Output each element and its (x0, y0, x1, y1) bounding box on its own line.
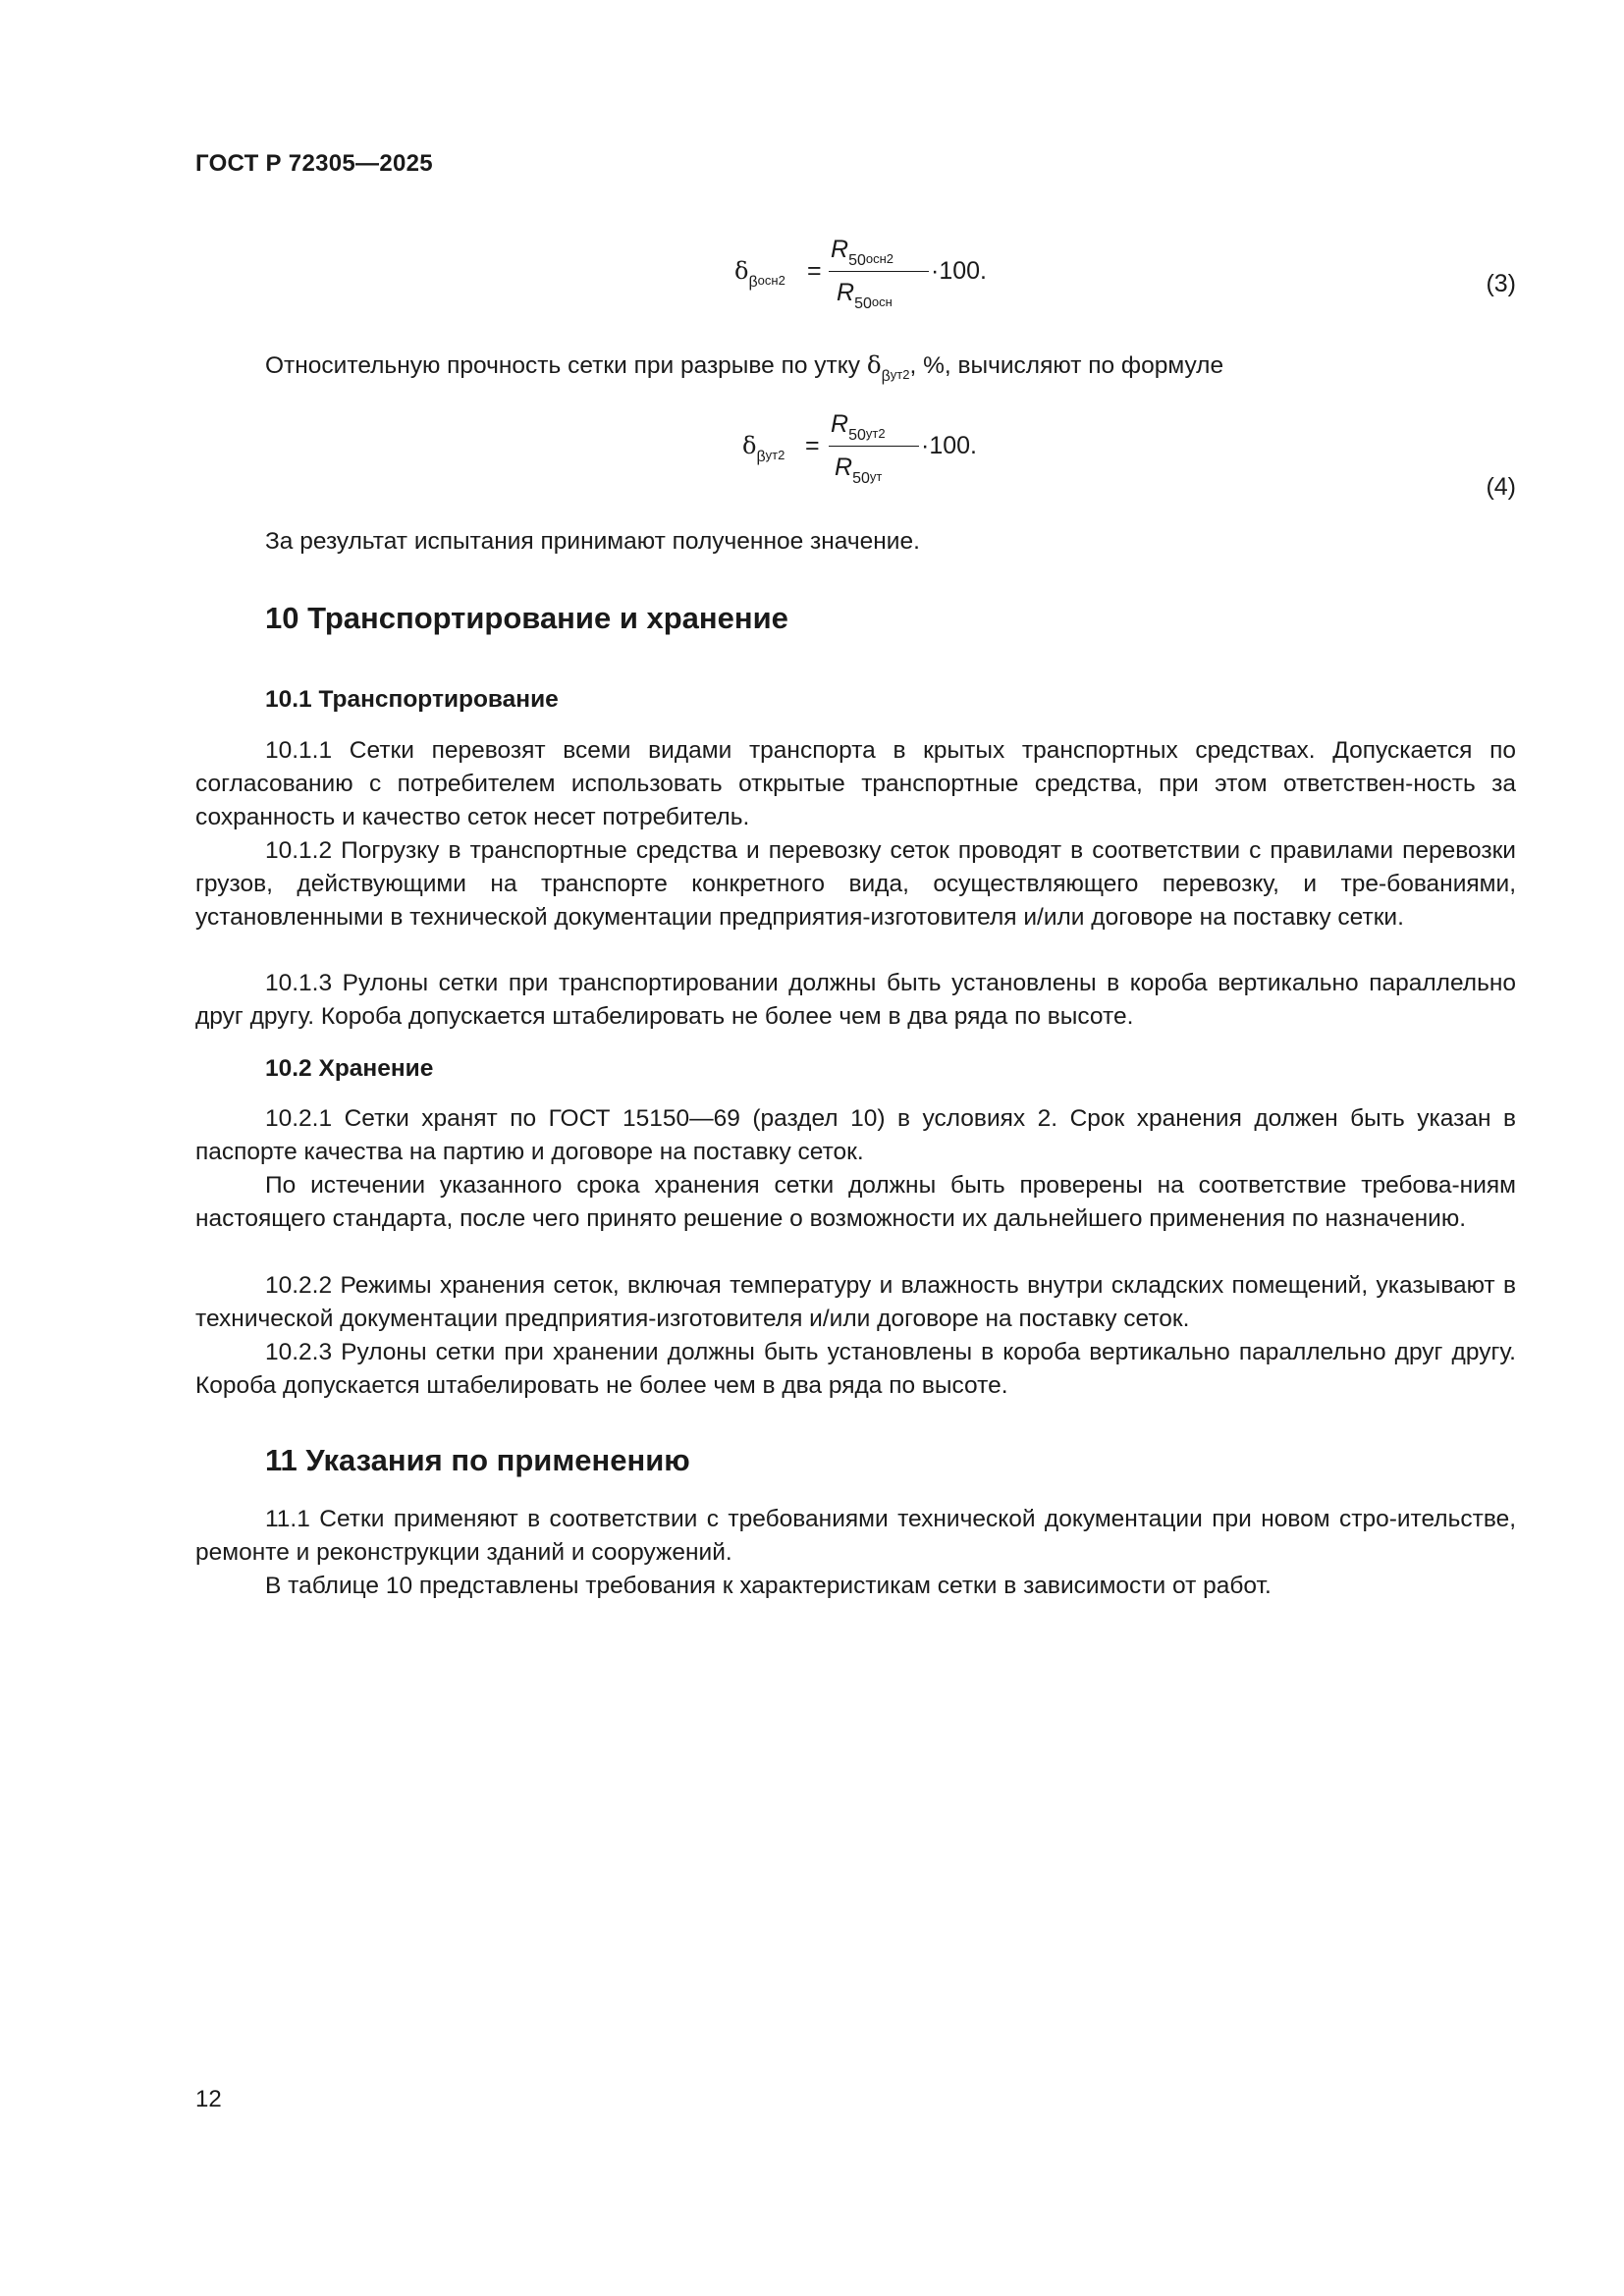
paragraph-10-2-1: 10.2.1 Сетки хранят по ГОСТ 15150—69 (раздел 10) в условиях 2. Срок хранения должен быть указан в паспорте качества на партию и договоре на поставку сеток. (195, 1105, 1516, 1165)
formula-3-fraction-bar (829, 271, 929, 272)
formula-4-fraction-bar (829, 446, 919, 447)
section-10-1-title: 10.1 Транспортирование (265, 686, 559, 713)
paragraph-10-1-1: 10.1.1 Сетки перевозят всеми видами транспорта в крытых транспортных средствах. Допускается по согласованию с потребителем использовать открытые транспортные средства, при этом ответствен-ность за сохранность и качество сеток несет потребитель. (195, 737, 1516, 830)
paragraph-10-2-2: 10.2.2 Режимы хранения сеток, включая температуру и влажность внутри складских помещений, указывают в технической документации предприятия-изготовителя и/или договоре на поставку сеток. (195, 1272, 1516, 1332)
formula-3-numerator: $R_{50осн2}$ (831, 236, 893, 269)
paragraph-10-1-2: 10.1.2 Погрузку в транспортные средства и перевозку сеток проводят в соответствии с правилами перевозки грузов, действующими на транспорте конкретного вида, осуществляющего перевозку, и тре-бованиями, установленными в технической документации предприятия-изготовителя и/или договоре на поставку сетки. (195, 837, 1516, 931)
paragraph-10-2-1b: По истечении указанного срока хранения сетки должны быть проверены на соответствие требова-ниям настоящего стандарта, после чего принято решение о возможности их дальнейшего применения по назначению. (195, 1172, 1516, 1232)
paragraph-11-1: 11.1 Сетки применяют в соответствии с требованиями технической документации при новом стро-ительстве, ремонте и реконструкции зданий и сооружений. (195, 1506, 1516, 1566)
formula-4-number: (4) (1486, 473, 1516, 501)
formula-4-denominator: $R_{50ут}$ (835, 454, 883, 487)
paragraph-before-formula-4: Относительную прочность сетки при разрыве по утку $\delta_{\beta ут2}$, %, вычисляют по формуле (265, 350, 1224, 385)
paragraph-11-1b: В таблице 10 представлены требования к характеристикам сетки в зависимости от работ. (265, 1573, 1272, 1599)
formula-3-lhs: $\delta_{\beta осн2}$ (734, 257, 785, 291)
formula-4 (742, 410, 988, 499)
page-number: 12 (195, 2086, 222, 2112)
formula-4-equals: = (805, 432, 820, 459)
paragraph-10-1-3: 10.1.3 Рулоны сетки при транспортировании должны быть установлены в короба вертикально параллельно друг другу. Короба допускается штабелировать не более чем в два ряда по высоте. (195, 970, 1516, 1030)
formula-3-multiplier: ·100. (931, 257, 987, 285)
formula-4-multiplier: ·100. (921, 432, 977, 459)
section-10-title: 10 Транспортирование и хранение (265, 601, 788, 635)
formula-3-denominator: $R_{50осн}$ (837, 279, 893, 312)
formula-3-number: (3) (1486, 270, 1516, 297)
paragraph-10-2-3: 10.2.3 Рулоны сетки при хранении должны быть установлены в короба вертикально параллельно друг другу. Короба допускается штабелировать не более чем в два ряда по высоте. (195, 1339, 1516, 1399)
formula-4-lhs: $\delta_{\beta ут2}$ (742, 432, 785, 465)
document-header: ГОСТ Р 72305—2025 (195, 150, 433, 177)
section-11-title: 11 Указания по применению (265, 1443, 690, 1477)
result-paragraph: За результат испытания принимают полученное значение. (265, 528, 920, 555)
section-10-2-title: 10.2 Хранение (265, 1055, 434, 1082)
formula-4-numerator: $R_{50ут2}$ (831, 410, 886, 444)
formula-3 (734, 236, 990, 324)
formula-3-equals: = (807, 257, 822, 285)
